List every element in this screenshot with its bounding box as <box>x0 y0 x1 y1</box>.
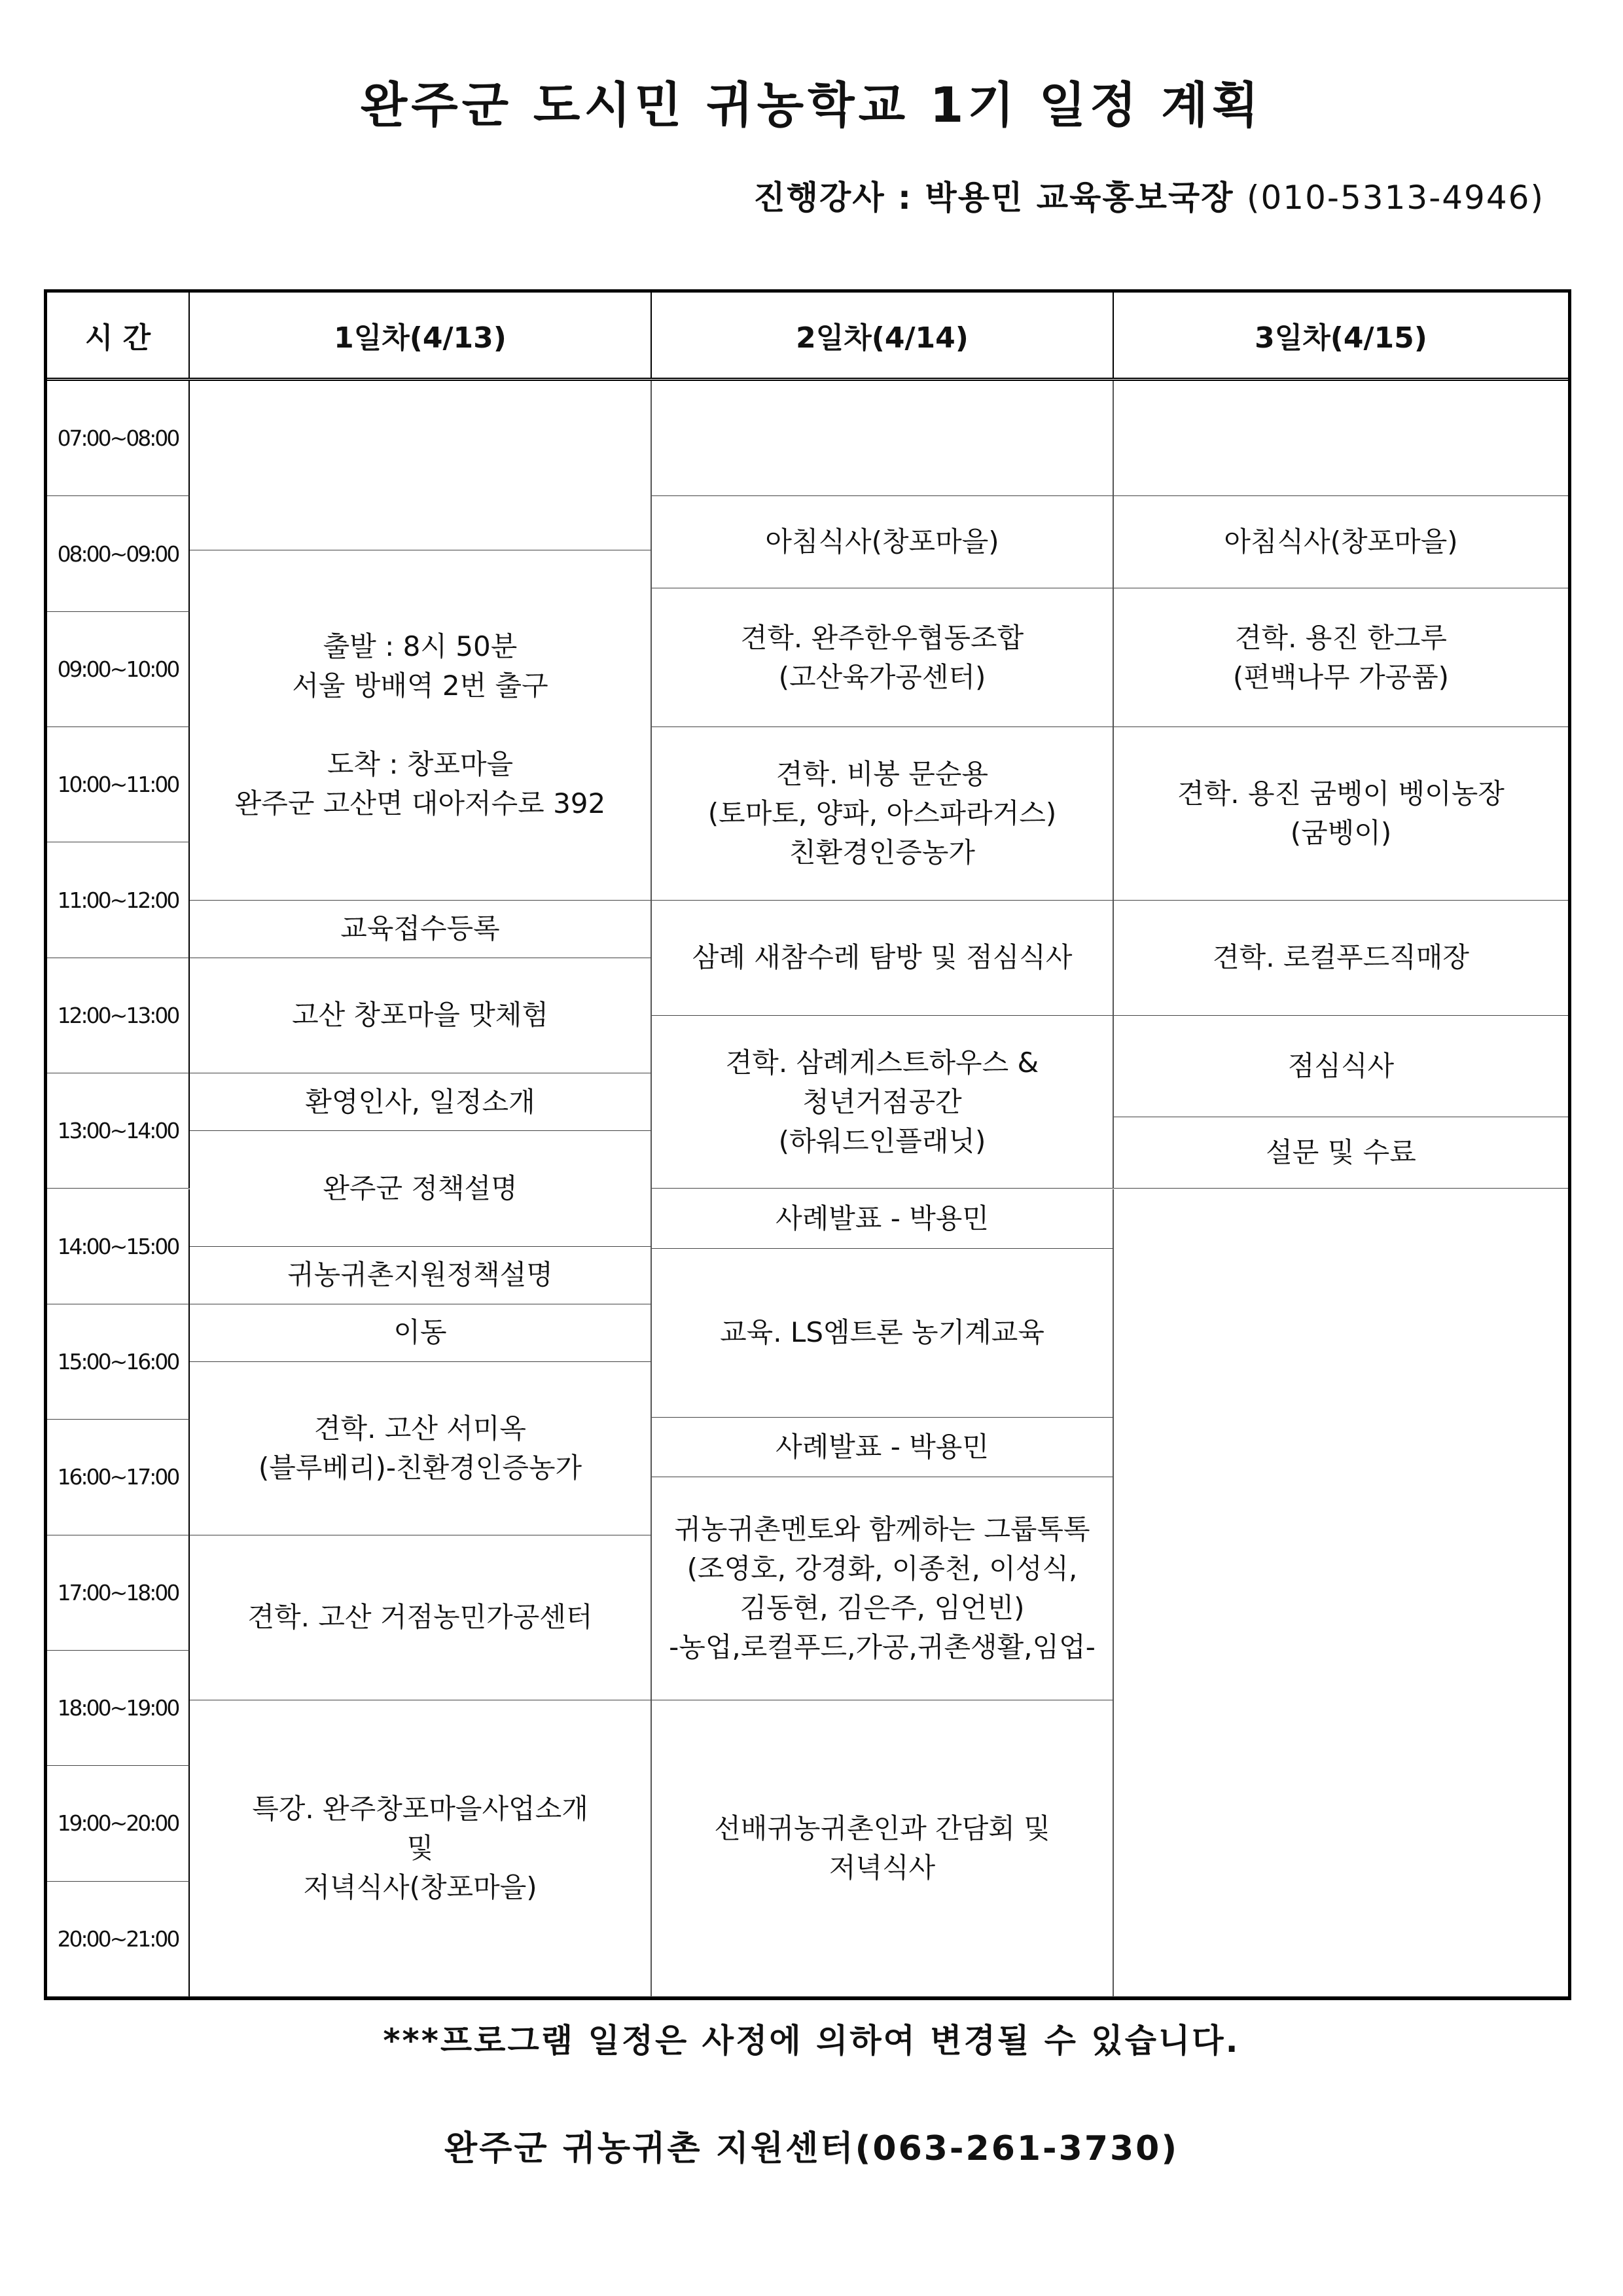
day2-event-cell <box>652 381 1114 496</box>
day3-event-cell: 견학. 로컬푸드직매장 <box>1114 901 1568 1016</box>
time-slot-cell: 14:00~15:00 <box>47 1189 190 1304</box>
time-slot-cell: 20:00~21:00 <box>47 1882 190 1997</box>
schedule-table <box>44 289 1571 2000</box>
day1-event-cell <box>190 381 652 550</box>
day3-event-cell <box>1114 1189 1568 1998</box>
day1-event-cell: 견학. 고산 서미옥 (블루베리)-친환경인증농가 <box>190 1362 652 1535</box>
day2-event-cell: 견학. 비봉 문순용 (토마토, 양파, 아스파라거스) 친환경인증농가 <box>652 727 1114 901</box>
time-slot-cell: 08:00~09:00 <box>47 496 190 611</box>
time-slot-cell: 12:00~13:00 <box>47 958 190 1073</box>
day3-event-cell: 아침식사(창포마을) <box>1114 496 1568 588</box>
time-slot-cell: 09:00~10:00 <box>47 612 190 727</box>
day2-event-cell: 사례발표 - 박용민 <box>652 1189 1114 1249</box>
header-day1: 1일차(4/13) <box>190 293 652 378</box>
day2-event-cell: 교육. LS엠트론 농기계교육 <box>652 1249 1114 1417</box>
day3-event-cell: 견학. 용진 한그루 (편백나무 가공품) <box>1114 588 1568 727</box>
table-body <box>47 381 1568 1997</box>
day1-event-cell: 이동 <box>190 1304 652 1362</box>
footer-contact: 완주군 귀농귀촌 지원센터(063-261-3730) <box>444 2129 1179 2168</box>
schedule-change-notice: ***프로그램 일정은 사정에 의하여 변경될 수 있습니다. <box>383 2022 1240 2060</box>
day1-event-cell: 귀농귀촌지원정책설명 <box>190 1247 652 1304</box>
header-time: 시 간 <box>47 293 190 378</box>
instructor-info <box>753 171 1544 219</box>
instructor-phone: (010-5313-4946) <box>1246 179 1544 217</box>
header-day3: 3일차(4/15) <box>1255 321 1427 355</box>
day1-event-cell: 견학. 고산 거점농민가공센터 <box>190 1535 652 1700</box>
day3-event-cell: 견학. 용진 굼벵이 벵이농장 (굼벵이) <box>1114 727 1568 901</box>
day1-event-cell: 고산 창포마을 맛체험 <box>190 958 652 1073</box>
time-slot-cell: 19:00~20:00 <box>47 1766 190 1881</box>
time-slot-cell: 13:00~14:00 <box>47 1073 190 1189</box>
day2-event-cell: 선배귀농귀촌인과 간담회 및 저녁식사 <box>652 1700 1114 1997</box>
time-slot-cell: 15:00~16:00 <box>47 1304 190 1420</box>
instructor-label: 진행강사 : 박용민 교육홍보국장 <box>753 179 1234 217</box>
table-header-row <box>47 293 1568 381</box>
day2-event-cell: 견학. 삼례게스트하우스 & 청년거점공간 (하워드인플래닛) <box>652 1016 1114 1189</box>
time-slot-cell: 11:00~12:00 <box>47 842 190 958</box>
day3-event-cell: 설문 및 수료 <box>1114 1117 1568 1189</box>
day1-event-cell: 교육접수등록 <box>190 901 652 958</box>
day1-event-cell: 출발 : 8시 50분 서울 방배역 2번 출구 도착 : 창포마을 완주군 고산면 대아저수로 392 <box>190 550 652 900</box>
day2-event-cell: 사례발표 - 박용민 <box>652 1418 1114 1478</box>
day2-event-cell: 견학. 완주한우협동조합 (고산육가공센터) <box>652 588 1114 727</box>
time-slot-cell: 16:00~17:00 <box>47 1420 190 1535</box>
day1-event-cell: 환영인사, 일정소개 <box>190 1073 652 1131</box>
day1-event-cell: 특강. 완주창포마을사업소개 및 저녁식사(창포마을) <box>190 1700 652 1997</box>
day1-event-cell: 완주군 정책설명 <box>190 1131 652 1246</box>
header-day2: 2일차(4/14) <box>652 293 1114 378</box>
day3-event-cell <box>1114 381 1568 496</box>
day2-event-cell: 귀농귀촌멘토와 함께하는 그룹톡톡 (조영호, 강경화, 이종천, 이성식, 김동현, 김은주, 임언빈) -농업,로컬푸드,가공,귀촌생활,임업- <box>652 1477 1114 1700</box>
time-slot-cell: 10:00~11:00 <box>47 727 190 842</box>
day2-event-cell: 삼례 새참수레 탐방 및 점심식사 <box>652 901 1114 1016</box>
time-slot-cell: 18:00~19:00 <box>47 1651 190 1766</box>
day2-event-cell: 아침식사(창포마을) <box>652 496 1114 588</box>
page-title: 완주군 도시민 귀농학교 1기 일정 계획 <box>360 77 1263 134</box>
time-slot-cell: 17:00~18:00 <box>47 1535 190 1651</box>
day3-event-cell: 점심식사 <box>1114 1016 1568 1117</box>
time-slot-cell: 07:00~08:00 <box>47 381 190 496</box>
